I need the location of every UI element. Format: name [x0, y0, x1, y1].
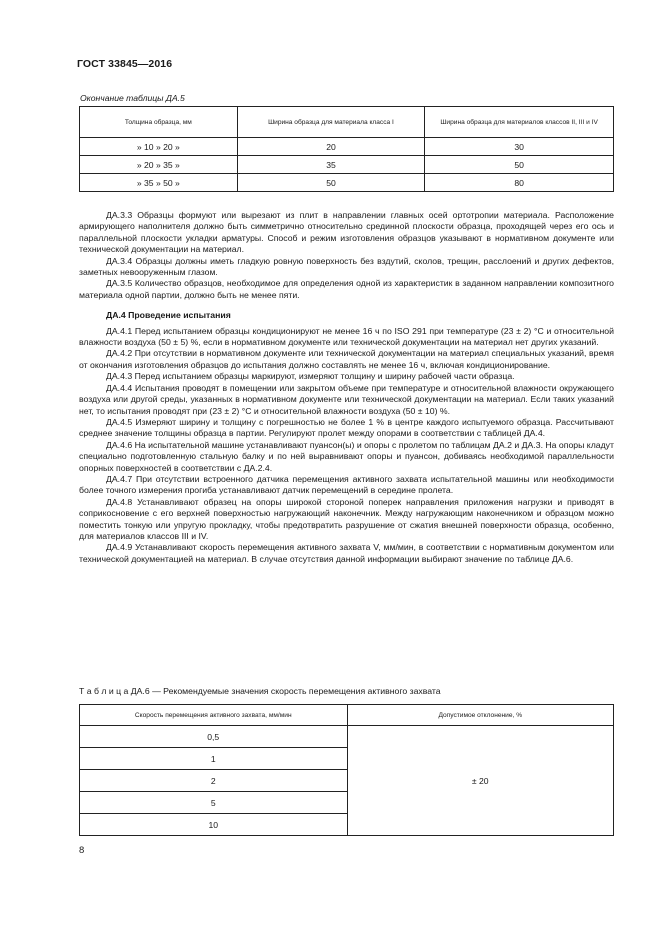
table-row — [80, 138, 614, 156]
paragraph-da-4-5: ДА.4.5 Измеряют ширину и толщину с погрешностью не более 1 % в центре каждого испытуемого образца. Рассчитывают среднее значение толщины образца в партии. Регулируют пролет между опорами в соответствии с таблицей ДА.4. — [79, 416, 614, 439]
table-cell: 20 — [237, 138, 425, 156]
page-number: 8 — [79, 845, 85, 856]
document-body — [79, 210, 614, 565]
column-header: Ширина образца для материала класса I — [237, 107, 425, 138]
table-cell: 50 — [425, 156, 614, 174]
specimen-width-table — [79, 106, 614, 192]
speed-table — [79, 704, 614, 836]
speed-cell: 0,5 — [80, 726, 348, 748]
paragraph-da-4-1: ДА.4.1 Перед испытанием образцы кондиционируют не менее 16 ч по ISO 291 при температуре (23 ± 2) °С и относительной влажности воздуха (50 ± 5) %, если в нормативном документе или технической документации на материал нет других указаний. — [79, 325, 614, 348]
document-header: ГОСТ 33845—2016 — [77, 58, 173, 70]
table-header-row — [80, 705, 614, 726]
paragraph-da-3-3: ДА.3.3 Образцы формуют или вырезают из плит в направлении главных осей ортотропии материала. Расположение армирующего наполнителя должно быть симметрично относительно срединной плоскости образца, проходящей через его ось и параллельной плоскости укладки арматуры. Способ и режим изготовления образцов указывают в нормативном документе или технической документации на материал. — [79, 210, 614, 255]
paragraph-da-4-4: ДА.4.4 Испытания проводят в помещении или закрытом объеме при температуре и относительной влажности окружающего воздуха или другой среды, указанных в нормативном документе или технической документации на материал. Если таких указаний нет, то испытания проводят при (23 ± 2) °С и относительной влажности воздуха (50 ± 10) %. — [79, 382, 614, 416]
table-cell: 30 — [425, 138, 614, 156]
column-header: Толщина образца, мм — [80, 107, 238, 138]
paragraph-da-3-5: ДА.3.5 Количество образцов, необходимое для определения одной из характеристик в заданном направлении композитного материала одной партии, должно быть не менее пяти. — [79, 278, 614, 300]
column-header: Допустимое отклонение, % — [347, 705, 614, 726]
table-row — [80, 726, 614, 748]
speed-cell: 10 — [80, 814, 348, 836]
column-header: Скорость перемещения активного захвата, мм/мин — [80, 705, 348, 726]
speed-cell: 1 — [80, 748, 348, 770]
table-cell: » 35 » 50 » — [80, 174, 238, 192]
paragraph-da-4-8: ДА.4.8 Устанавливают образец на опоры широкой стороной поперек направления приложения нагрузки и приводят в соприкосновение с его верхней поверхностью нагружающий наконечник. Между нагружающим наконечником и образцом можно поместить тонкую или упругую прокладку, чтобы предотвратить разрушение от сжатия внешней поверхности образца, особенно, для материалов классов III и IV. — [79, 496, 614, 541]
table-cell: 80 — [425, 174, 614, 192]
section-heading: ДА.4 Проведение испытания — [106, 310, 231, 321]
paragraph-da-4-3: ДА.4.3 Перед испытанием образцы маркируют, измеряют толщину и ширину рабочей части образца. — [106, 371, 515, 382]
table-row — [80, 174, 614, 192]
table-continuation-caption: Окончание таблицы ДА.5 — [80, 93, 185, 103]
table-row — [80, 156, 614, 174]
table-cell: 50 — [237, 174, 425, 192]
paragraph-da-4-6: ДА.4.6 На испытательной машине устанавливают пуансон(ы) и опоры с пролетом по таблицам ДА.2 и ДА.3. На опоры кладут специально подготовленную стальную балку и по ней выравнивают опоры и пуансон, добиваясь необходимой параллельности опорных поверхностей в соответствии с ДА.2.4. — [79, 439, 614, 473]
paragraph-da-4-9: ДА.4.9 Устанавливают скорость перемещения активного захвата V, мм/мин, в соответствии с нормативным документом или технической документацией на материал. В случае отсутствия данной информации выбирают значение по таблице ДА.6. — [79, 542, 614, 564]
paragraph-da-4-7: ДА.4.7 При отсутствии встроенного датчика перемещения активного захвата испытательной машины или необходимости более точного измерения прогиба устанавливают датчик перемещений в середине пролета. — [79, 473, 614, 496]
table-cell: » 20 » 35 » — [80, 156, 238, 174]
table-header-row — [80, 107, 614, 138]
paragraph-da-4-2: ДА.4.2 При отсутствии в нормативном документе или технической документации на материал специальных указаний, время от окончания изготовления образцов до испытания должно составлять не менее 16 ч, включая кондиционирование. — [79, 348, 614, 370]
paragraph-da-3-4: ДА.3.4 Образцы должны иметь гладкую ровную поверхность без вздутий, сколов, трещин, расслоений и других дефектов, заметных невооруженным глазом. — [79, 255, 614, 278]
table-caption: Т а б л и ц а ДА.6 — Рекомендуемые значения скорость перемещения активного захвата — [79, 686, 441, 696]
tolerance-cell: ± 20 — [347, 726, 614, 836]
table-cell: 35 — [237, 156, 425, 174]
table-cell: » 10 » 20 » — [80, 138, 238, 156]
speed-cell: 5 — [80, 792, 348, 814]
speed-cell: 2 — [80, 770, 348, 792]
column-header: Ширина образца для материалов классов II, III и IV — [425, 107, 614, 138]
